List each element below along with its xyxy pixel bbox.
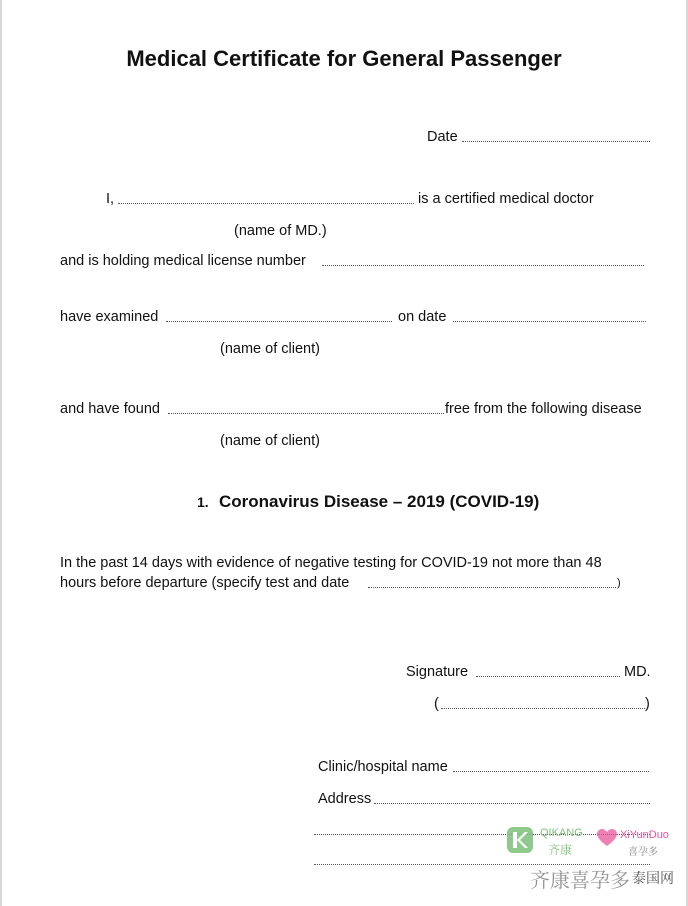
watermark-xiyunduo-cn: 喜孕多 — [628, 847, 658, 858]
date-field[interactable] — [462, 141, 650, 142]
disease-name: Coronavirus Disease – 2019 (COVID-19) — [219, 492, 540, 511]
client-caption-1: (name of client) — [220, 341, 320, 357]
test-details-field[interactable] — [368, 587, 616, 588]
doctor-suffix: is a certified medical doctor — [418, 191, 594, 207]
qikang-logo-icon — [506, 826, 534, 854]
found-label: and have found — [60, 401, 160, 417]
printed-name-field[interactable] — [441, 708, 645, 709]
signature-suffix: MD. — [624, 664, 651, 680]
address-field[interactable] — [374, 803, 650, 804]
testing-close: ) — [617, 577, 621, 589]
client-name-field[interactable] — [166, 321, 392, 322]
watermark-xiyunduo-en: XiYunDuo — [620, 829, 669, 841]
address-label: Address — [318, 791, 372, 807]
license-number-field[interactable] — [322, 265, 644, 266]
examined-label: have examined — [60, 309, 159, 325]
testing-line-2: hours before departure (specify test and date — [60, 575, 350, 591]
signature-label: Signature — [406, 664, 469, 680]
watermark-footer-right: 泰国网 — [632, 870, 674, 886]
watermark-footer-left: 齐康喜孕多 — [530, 870, 630, 892]
license-label: and is holding medical license number — [60, 253, 306, 269]
date-label: Date — [427, 129, 458, 145]
free-label: free from the following disease — [445, 401, 642, 417]
testing-line-1: In the past 14 days with evidence of negative testing for COVID-19 not more than 48 — [60, 555, 602, 571]
xiyunduo-heart-icon — [596, 828, 618, 848]
doctor-prefix: I, — [106, 191, 115, 207]
signature-field[interactable] — [476, 676, 620, 677]
paren-open: ( — [434, 696, 439, 712]
paren-close: ) — [645, 696, 650, 712]
page-left-edge — [0, 0, 2, 906]
watermark-qikang-en: QIKANG — [540, 827, 583, 839]
clinic-name-field[interactable] — [453, 771, 649, 772]
found-client-field[interactable] — [168, 413, 444, 414]
watermark-qikang-cn: 齐康 — [548, 843, 573, 857]
exam-date-field[interactable] — [453, 321, 646, 322]
client-caption-2: (name of client) — [220, 433, 320, 449]
certificate-title: Medical Certificate for General Passenger — [126, 46, 562, 71]
md-name-caption: (name of MD.) — [234, 223, 327, 239]
on-date-label: on date — [398, 309, 447, 325]
doctor-name-field[interactable] — [118, 203, 414, 204]
disease-number: 1. — [197, 494, 209, 510]
clinic-label: Clinic/hospital name — [318, 759, 448, 775]
